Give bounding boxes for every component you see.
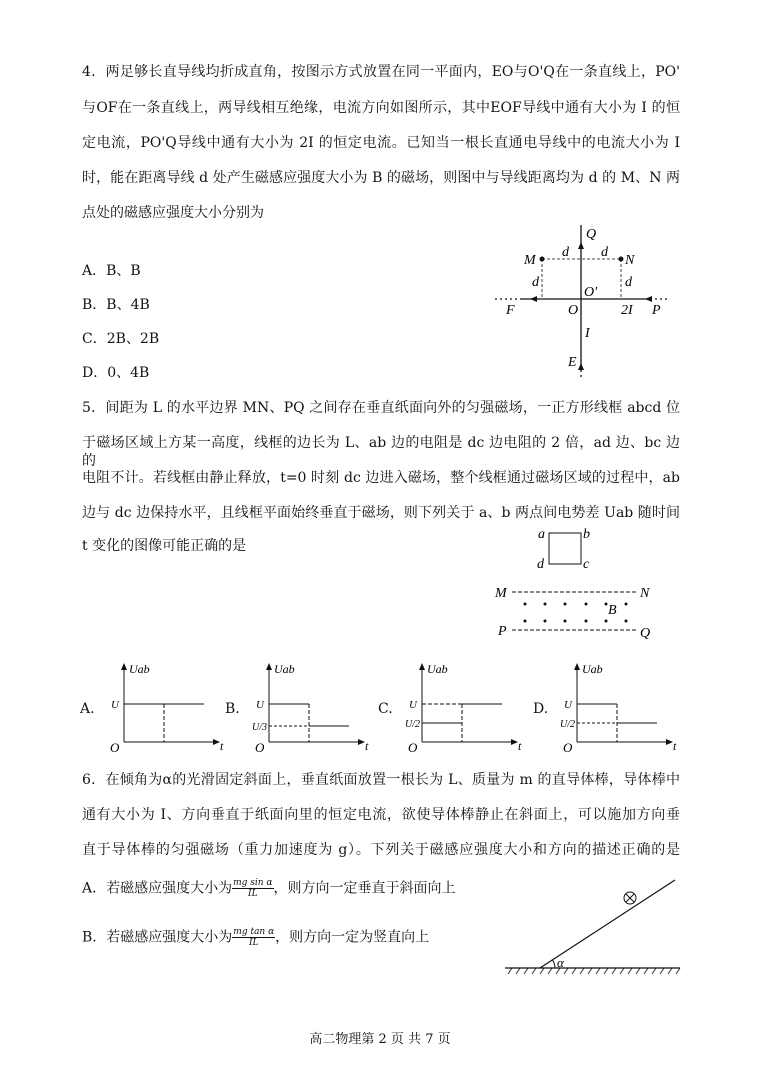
label-q: Q bbox=[640, 626, 651, 641]
graph-option-label: A. bbox=[80, 701, 95, 717]
tick-label-u: U bbox=[111, 699, 119, 711]
q4-line: 4．两足够长直导线均折成直角，按图示方式放置在同一平面内，EO与O'Q在一条直线上，PO' bbox=[82, 64, 680, 80]
current-into-page-icon bbox=[624, 892, 636, 904]
y-axis-label: Uab bbox=[274, 662, 295, 676]
q5-line: 电阻不计。若线框由静止释放，t=0 时刻 dc 边进入磁场，整个线框通过磁场区域的过程中，ab bbox=[82, 470, 680, 486]
tick-label-low: U/3 bbox=[252, 722, 267, 733]
q4-line: 与OF在一条直线上，两导线相互绝缘，电流方向如图所示，其中EOF导线中通有大小为 I 的恒 bbox=[82, 100, 680, 116]
q4-wire-figure bbox=[480, 220, 680, 380]
denominator: IL bbox=[248, 938, 259, 948]
x-axis-label: t bbox=[673, 739, 677, 753]
label-d: d bbox=[537, 557, 544, 572]
option-text: ，则方向一定垂直于斜面向上 bbox=[273, 880, 456, 897]
q5-line: 于磁场区域上方某一高度，线框的边长为 L、ab 边的电阻是 dc 边电阻的 2 倍，ad 边、bc 边的 bbox=[82, 435, 680, 469]
q4-line: 点处的磁感应强度大小分别为 bbox=[82, 205, 264, 221]
label-c: c bbox=[583, 557, 590, 572]
label-d: d bbox=[625, 275, 632, 290]
label-e: E bbox=[568, 355, 577, 370]
label-m: M bbox=[524, 253, 536, 268]
label-alpha: α bbox=[557, 955, 564, 970]
q6-option-a bbox=[82, 878, 456, 899]
numerator: mg tan α bbox=[233, 927, 275, 937]
option-text: ，则方向一定为竖直向上 bbox=[275, 929, 430, 946]
q4-option-a: A．B、B bbox=[82, 263, 141, 279]
origin-label: O bbox=[563, 740, 573, 755]
y-axis-label: Uab bbox=[582, 662, 603, 676]
tick-label-u: U bbox=[256, 699, 264, 711]
page-footer: 高二物理第 2 页 共 7 页 bbox=[309, 1032, 451, 1047]
q6-option-b bbox=[82, 927, 429, 948]
q4-option-d: D．0、4B bbox=[82, 365, 150, 381]
uab-graph bbox=[551, 655, 681, 755]
graph-option-label: B. bbox=[225, 701, 240, 717]
q4-line: 定电流，PO'Q导线中通有大小为 2I 的恒定电流。已知当一根长直通电导线中的电流大小为 I bbox=[82, 135, 680, 151]
label-q: Q bbox=[586, 227, 597, 242]
uab-graph bbox=[396, 655, 526, 755]
x-axis-label: t bbox=[220, 739, 224, 753]
label-d: d bbox=[562, 245, 569, 260]
fraction bbox=[232, 927, 275, 948]
option-text: B．若磁感应强度大小为 bbox=[82, 929, 233, 946]
y-axis-label: Uab bbox=[129, 662, 150, 676]
label-p: P bbox=[652, 303, 661, 318]
graph-option-label: D. bbox=[533, 701, 549, 717]
label-b: b bbox=[583, 527, 590, 542]
label-2i: 2I bbox=[621, 303, 633, 318]
uab-graph bbox=[243, 655, 373, 755]
q6-line: 通有大小为 I、方向垂直于纸面向里的恒定电流，欲使导体棒静止在斜面上，可以施加方向垂 bbox=[82, 807, 680, 823]
q4-line: 时，能在距离导线 d 处产生磁感应强度大小为 B 的磁场，则图中与导线距离均为 d 的 M、N 两 bbox=[82, 170, 680, 186]
label-m: M bbox=[495, 586, 507, 601]
q6-line: 直于导体棒的匀强磁场（重力加速度为 g）。下列关于磁感应强度大小和方向的描述正确的是 bbox=[82, 842, 680, 858]
tick-label-low: U/2 bbox=[560, 719, 575, 730]
label-p: P bbox=[498, 624, 507, 639]
label-a: a bbox=[538, 527, 545, 542]
q5-line: 5．间距为 L 的水平边界 MN、PQ 之间存在垂直纸面向外的匀强磁场，一正方形线框 abcd 位 bbox=[82, 400, 680, 416]
q4-option-c: C．2B、2B bbox=[82, 331, 160, 347]
numerator: mg sin α bbox=[233, 878, 273, 888]
option-text: A．若磁感应强度大小为 bbox=[82, 880, 233, 897]
x-axis-label: t bbox=[518, 739, 522, 753]
origin-label: O bbox=[408, 740, 418, 755]
label-n: N bbox=[640, 586, 650, 601]
origin-label: O bbox=[110, 740, 120, 755]
label-i: I bbox=[585, 326, 590, 341]
q6-incline-figure bbox=[500, 875, 685, 980]
tick-label-u: U bbox=[564, 699, 572, 711]
q6-line: 6．在倾角为α的光滑固定斜面上，垂直纸面放置一根长为 L、质量为 m 的直导体棒，导体棒中 bbox=[82, 772, 680, 788]
label-n: N bbox=[625, 253, 635, 268]
q5-line: t 变化的图像可能正确的是 bbox=[82, 538, 247, 554]
tick-label-u: U bbox=[409, 699, 417, 711]
label-b-field: B bbox=[608, 603, 617, 618]
q5-line: 边与 dc 边保持水平，且线框平面始终垂直于磁场，则下列关于 a、b 两点间电势差 Uab 随时间 bbox=[82, 505, 680, 521]
label-d: d bbox=[601, 245, 608, 260]
label-f: F bbox=[506, 303, 515, 318]
q4-option-b: B．B、4B bbox=[82, 297, 150, 313]
origin-label: O bbox=[255, 740, 265, 755]
denominator: IL bbox=[248, 889, 258, 899]
tick-label-low: U/2 bbox=[405, 719, 420, 730]
label-o: O bbox=[568, 303, 579, 318]
x-axis-label: t bbox=[365, 739, 369, 753]
label-o-prime: O' bbox=[584, 285, 598, 300]
label-d: d bbox=[532, 275, 539, 290]
q5-field-figure bbox=[480, 520, 680, 650]
graph-option-label: C. bbox=[378, 701, 393, 717]
uab-graph bbox=[98, 655, 228, 755]
fraction bbox=[232, 878, 273, 899]
y-axis-label: Uab bbox=[427, 662, 448, 676]
